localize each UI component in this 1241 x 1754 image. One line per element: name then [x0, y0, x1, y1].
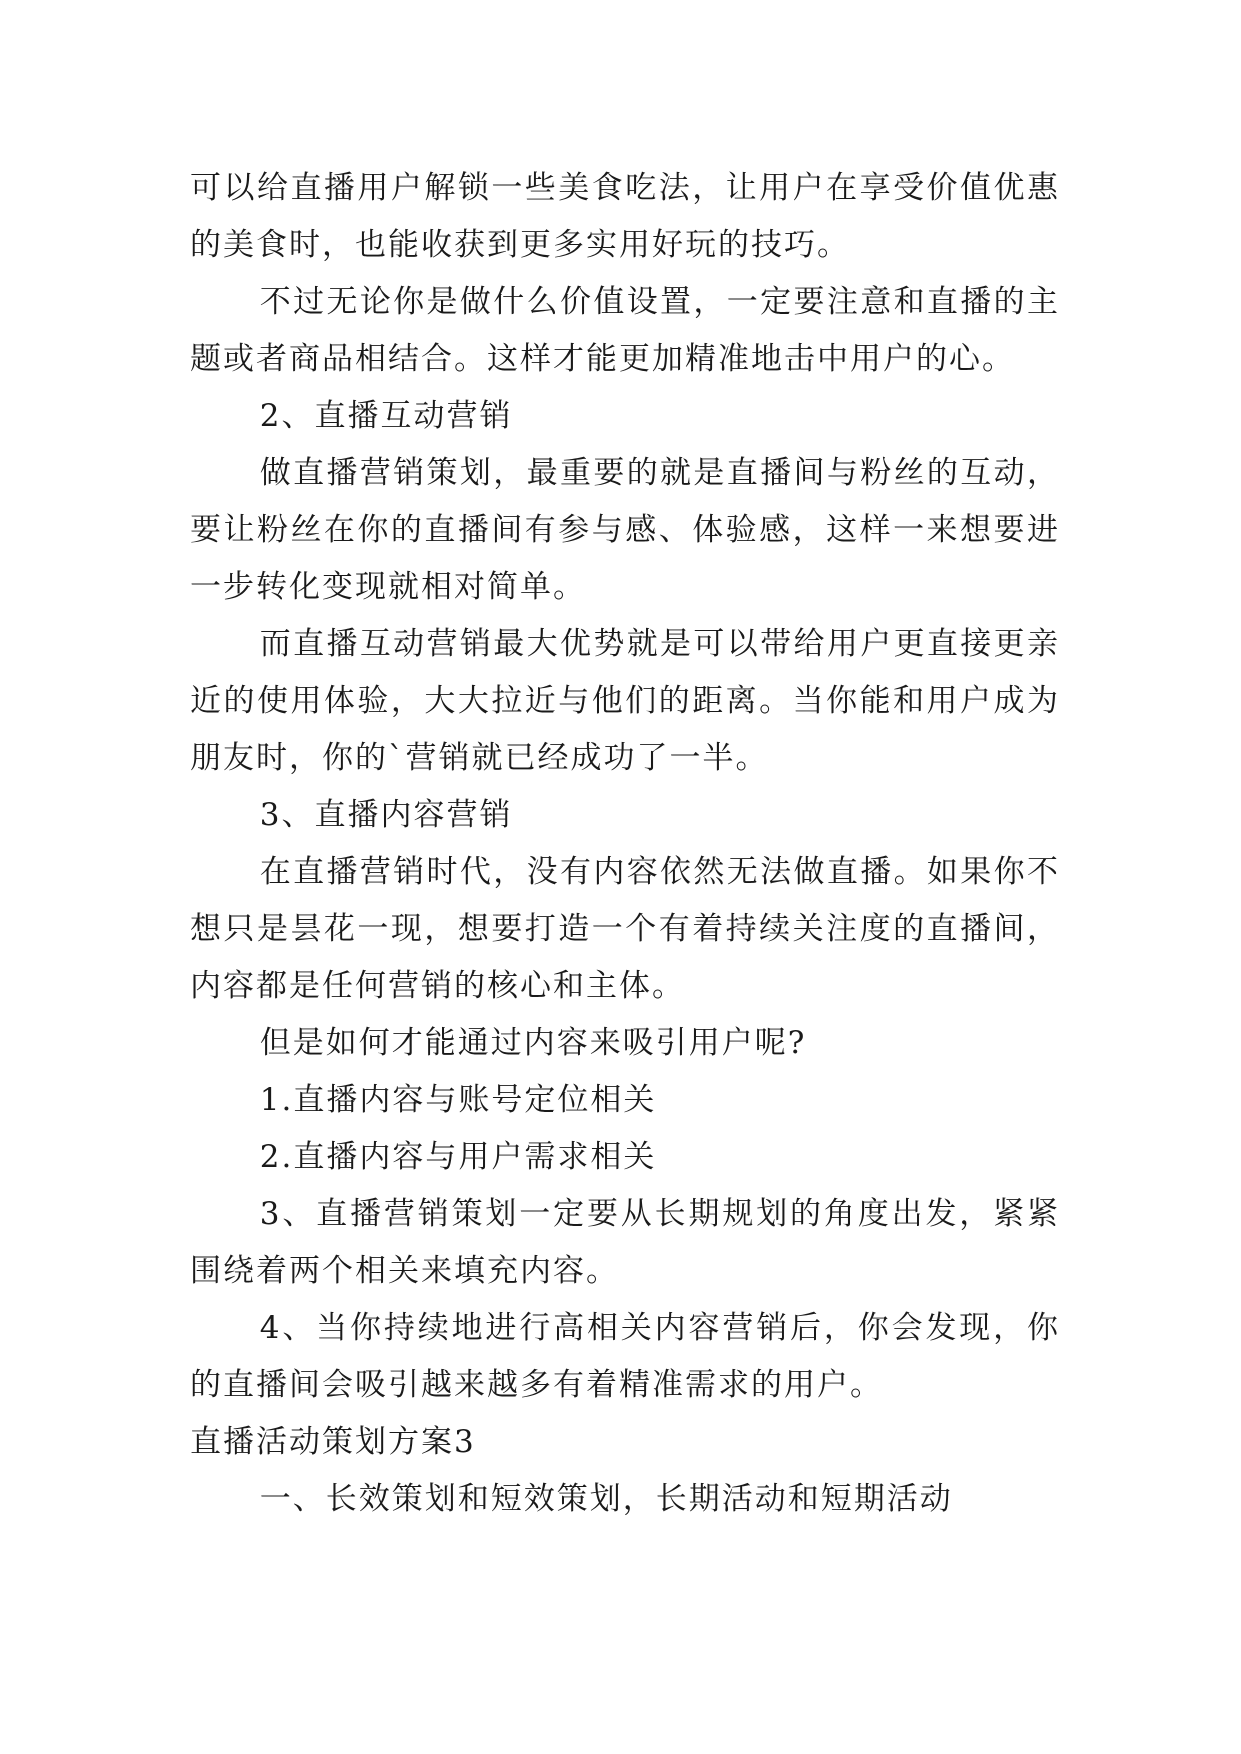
- paragraph: 不过无论你是做什么价值设置，一定要注意和直播的主题或者商品相结合。这样才能更加精准地击中用户的心。: [190, 284, 1060, 377]
- paragraph: 在直播营销时代，没有内容依然无法做直播。如果你不想只是昙花一现，想要打造一个有着持续关注度的直播间，内容都是任何营销的核心和主体。: [190, 854, 1060, 1004]
- list-item: 2.直播内容与用户需求相关: [259, 1139, 657, 1175]
- paragraph: 4、当你持续地进行高相关内容营销后，你会发现，你的直播间会吸引越来越多有着精准需求的用户。: [190, 1310, 1060, 1403]
- section-heading: 2、直播互动营销: [259, 398, 513, 434]
- paragraph: 做直播营销策划，最重要的就是直播间与粉丝的互动，要让粉丝在你的直播间有参与感、体验感，这样一来想要进一步转化变现就相对简单。: [190, 455, 1060, 605]
- document-body: [190, 160, 1060, 1528]
- section-heading: 一、长效策划和短效策划，长期活动和短期活动: [259, 1481, 953, 1517]
- paragraph: 但是如何才能通过内容来吸引用户呢?: [259, 1025, 807, 1061]
- paragraph: 可以给直播用户解锁一些美食吃法，让用户在享受价值优惠的美食时，也能收获到更多实用好玩的技巧。: [190, 170, 1060, 263]
- document-title: 直播活动策划方案3: [190, 1424, 476, 1460]
- section-heading: 3、直播内容营销: [259, 797, 513, 833]
- list-item: 1.直播内容与账号定位相关: [259, 1082, 657, 1118]
- paragraph: 而直播互动营销最大优势就是可以带给用户更直接更亲近的使用体验，大大拉近与他们的距离。当你能和用户成为朋友时，你的`营销就已经成功了一半。: [190, 626, 1060, 776]
- paragraph: 3、直播营销策划一定要从长期规划的角度出发，紧紧围绕着两个相关来填充内容。: [190, 1196, 1060, 1289]
